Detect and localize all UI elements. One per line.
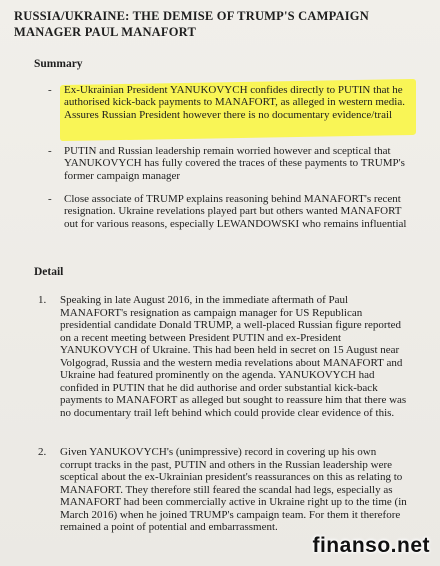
paragraph-number: 1. [38, 294, 47, 306]
site-watermark: finanso.net [312, 534, 430, 557]
paragraph-text: Given YANUKOVYCH's (unimpressive) record in covering up his own corrupt tracks in the past, PUTIN and others in the Russian leadership were sceptical about the ex-Ukrainian president's reassurances on this as relating to MANAFORT. They therefore still feared the scandal had legs, especially as MANAFORT had been commercially active in Ukraine right up to the time (in March 2016) when he joined TRUMP's campaign team. For them it therefore remained a point of potential and embarrassment. [60, 446, 407, 533]
detail-paragraph [38, 446, 410, 534]
summary-bullet [50, 145, 410, 182]
summary-heading: Summary [34, 58, 83, 70]
summary-bullet-text: Ex-Ukrainian President YANUKOVYCH confides directly to PUTIN that he authorised kick-back payments to MANAFORT, as alleged in western media. Assures Russian President however there is no documentary evidence/trail [64, 84, 405, 121]
detail-heading: Detail [34, 266, 64, 278]
paragraph-text: Speaking in late August 2016, in the immediate aftermath of Paul MANAFORT's resignation as campaign manager for US Republican presidential candidate Donald TRUMP, a well-placed Russian figure reported on a recent meeting between President PUTIN and ex-President YANUKOVYCH of Ukraine. This had been held in secret on 15 August near Volgograd, Russia and the western media revelations about MANAFORT and Ukraine had featured prominently on the agenda. YANUKOVYCH had confided in PUTIN that he did authorise and order substantial kick-back payments to MANAFORT as alleged but sought to reassure him that there was no documentary trail left behind which could provide clear evidence of this. [60, 294, 407, 419]
summary-bullet-text: Close associate of TRUMP explains reasoning behind MANAFORT's recent resignation. Ukraine revelations played part but others wanted MANAFORT out for various reasons, especially LEWANDOWSKI who remains influential [64, 193, 407, 230]
summary-bullet [50, 84, 410, 121]
document-title: RUSSIA/UKRAINE: THE DEMISE OF TRUMP'S CAMPAIGN MANAGER PAUL MANAFORT [14, 9, 369, 39]
detail-paragraph [38, 294, 410, 419]
bullet-marker: - [48, 193, 52, 205]
summary-bullet [50, 193, 410, 230]
paragraph-number: 2. [38, 446, 47, 458]
summary-bullet-text: PUTIN and Russian leadership remain worried however and sceptical that YANUKOVYCH has fully covered the traces of these payments to TRUMP's former campaign manager [64, 145, 405, 182]
bullet-marker: - [48, 84, 52, 96]
bullet-marker: - [48, 145, 52, 157]
